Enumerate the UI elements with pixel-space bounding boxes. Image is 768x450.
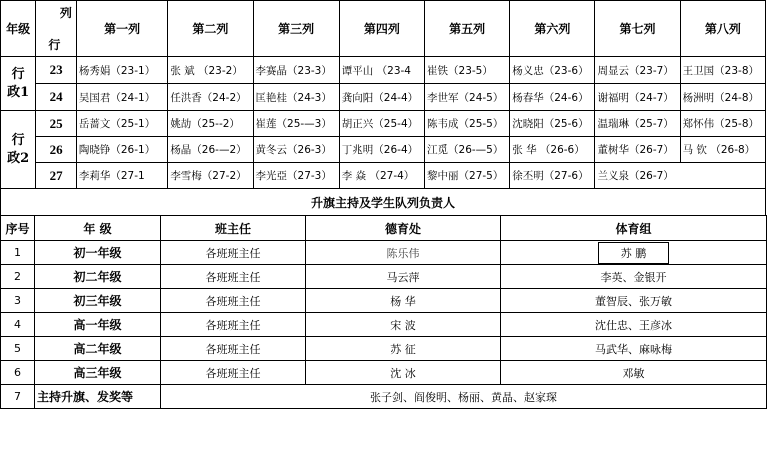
seat-cell: 谭平山 （23-4: [339, 57, 424, 84]
row-index: 5: [1, 337, 35, 361]
row-number: 26: [36, 137, 77, 163]
grade-header: 年 级: [35, 216, 161, 241]
seat-cell: 杨洲明（24-8）: [680, 84, 765, 111]
row-index: 7: [1, 385, 35, 409]
column-header: 第六列: [510, 1, 595, 57]
section-title-row: [1, 189, 766, 216]
seat-cell: 张 华 （26-6）: [510, 137, 595, 163]
column-header: 第三列: [253, 1, 339, 57]
col-label: 列: [59, 6, 72, 20]
seating-table: [0, 0, 766, 216]
grade-name: 高一年级: [35, 313, 161, 337]
row-label: 行: [48, 38, 61, 52]
teacher-cell: 各班班主任: [161, 337, 306, 361]
grade-name: 初三年级: [35, 289, 161, 313]
column-header: 第七列: [595, 1, 680, 57]
seat-cell: 匡艳桂（24-3）: [253, 84, 339, 111]
seat-cell: 李莉华（27-1: [76, 163, 167, 189]
seat-cell: 江觅（26-—5）: [425, 137, 510, 163]
seat-cell: 温瑞琳（25-7）: [595, 111, 680, 137]
seat-cell: 周显云（23-7）: [595, 57, 680, 84]
column-header: 第五列: [425, 1, 510, 57]
seat-cell: 黎中丽（27-5）: [425, 163, 510, 189]
seat-cell: 杨秀娟（23-1）: [76, 57, 167, 84]
moral-cell: 苏 征: [306, 337, 501, 361]
pe-cell: 沈仕忠、王彦冰: [501, 313, 767, 337]
row-number: 25: [36, 111, 77, 137]
teacher-cell: 各班班主任: [161, 313, 306, 337]
seat-cell: 黄冬云（26-3）: [253, 137, 339, 163]
teacher-cell: 各班班主任: [161, 361, 306, 385]
seat-cell: 姚劼（25--2）: [168, 111, 253, 137]
seat-cell: 李雪梅（27-2）: [168, 163, 253, 189]
seat-cell: 丁兆明（26-4）: [339, 137, 424, 163]
column-header: 第四列: [339, 1, 424, 57]
moral-cell: 马云萍: [306, 265, 501, 289]
seat-cell: 杨春华（24-6）: [510, 84, 595, 111]
seat-cell: 崔莲（25-—3）: [253, 111, 339, 137]
row-index: 4: [1, 313, 35, 337]
row-col-header: [36, 1, 77, 57]
column-header: 第八列: [680, 1, 765, 57]
seat-cell: 李赛晶（23-3）: [253, 57, 339, 84]
seat-cell: 沈晓阳（25-6）: [510, 111, 595, 137]
section-title: 升旗主持及学生队列负责人: [1, 189, 766, 216]
host-names: 张子剑、阎俊明、杨丽、黄晶、赵家琛: [161, 385, 767, 409]
seat-cell: 任洪香（24-2）: [168, 84, 253, 111]
teacher-header: 班主任: [161, 216, 306, 241]
pe-name-box: 苏 鹏: [598, 242, 670, 264]
seat-cell: 徐丕明（27-6）: [510, 163, 595, 189]
duty-row: [1, 241, 767, 265]
seat-cell: 张 斌 （23-2）: [168, 57, 253, 84]
grade-header: 年级: [1, 1, 36, 57]
duty-row: [1, 361, 767, 385]
moral-cell: 沈 冰: [306, 361, 501, 385]
row-index: 6: [1, 361, 35, 385]
seat-cell: 陶晓铮（26-1）: [76, 137, 167, 163]
table-row: [1, 84, 766, 111]
duty-row: [1, 385, 767, 409]
table-row: [1, 163, 766, 189]
row-number: 23: [36, 57, 77, 84]
seat-cell: 李世军（24-5）: [425, 84, 510, 111]
seat-cell: 杨晶（26-—2）: [168, 137, 253, 163]
column-header: 第二列: [168, 1, 253, 57]
pe-cell: 邓敏: [501, 361, 767, 385]
seat-cell: 王卫国（23-8）: [680, 57, 765, 84]
seat-cell: 李光亞（27-3）: [253, 163, 339, 189]
moral-office-header: 德育处: [306, 216, 501, 241]
moral-cell: 陈乐伟: [306, 241, 501, 265]
duty-row: [1, 313, 767, 337]
grade-name: 高二年级: [35, 337, 161, 361]
grade-name: 高三年级: [35, 361, 161, 385]
moral-cell: 杨 华: [306, 289, 501, 313]
seat-cell: 郑怀伟（25-8）: [680, 111, 765, 137]
seat-cell: 胡正兴（25-4）: [339, 111, 424, 137]
group-label: 行 政1: [1, 57, 36, 111]
seat-cell: 崔铁（23-5）: [425, 57, 510, 84]
duty-row: [1, 265, 767, 289]
pe-cell: [501, 241, 767, 265]
moral-cell: 宋 波: [306, 313, 501, 337]
pe-cell: 马武华、麻咏梅: [501, 337, 767, 361]
pe-cell: 李英、金银开: [501, 265, 767, 289]
table-row: [1, 57, 766, 84]
column-header: 第一列: [76, 1, 167, 57]
seat-cell: 陈韦成（25-5）: [425, 111, 510, 137]
seat-cell: 杨义忠（23-6）: [510, 57, 595, 84]
seat-cell: 龚向阳（24-4）: [339, 84, 424, 111]
row-number: 27: [36, 163, 77, 189]
grade-name: 初二年级: [35, 265, 161, 289]
grade-name: 初一年级: [35, 241, 161, 265]
seat-cell: 马 钦 （26-8）: [680, 137, 765, 163]
duty-header-row: [1, 216, 767, 241]
seat-cell: 谢福明（24-7）: [595, 84, 680, 111]
group-label: 行 政2: [1, 111, 36, 189]
host-label: 主持升旗、发奖等: [35, 385, 161, 409]
teacher-cell: 各班班主任: [161, 241, 306, 265]
teacher-cell: 各班班主任: [161, 289, 306, 313]
pe-group-header: 体育组: [501, 216, 767, 241]
index-header: 序号: [1, 216, 35, 241]
table-row: [1, 111, 766, 137]
teacher-cell: 各班班主任: [161, 265, 306, 289]
duty-row: [1, 337, 767, 361]
row-number: 24: [36, 84, 77, 111]
row-index: 1: [1, 241, 35, 265]
row-index: 3: [1, 289, 35, 313]
row-index: 2: [1, 265, 35, 289]
seat-cell: 兰义泉（26-7）: [595, 163, 766, 189]
pe-cell: 董智辰、张万敏: [501, 289, 767, 313]
header-row: [1, 1, 766, 57]
seat-cell: 李 焱 （27-4）: [339, 163, 424, 189]
seat-cell: 岳蔷文（25-1）: [76, 111, 167, 137]
seat-cell: 董树华（26-7）: [595, 137, 680, 163]
table-row: [1, 137, 766, 163]
duty-table: [0, 215, 767, 409]
seat-cell: 吴国君（24-1）: [76, 84, 167, 111]
duty-row: [1, 289, 767, 313]
